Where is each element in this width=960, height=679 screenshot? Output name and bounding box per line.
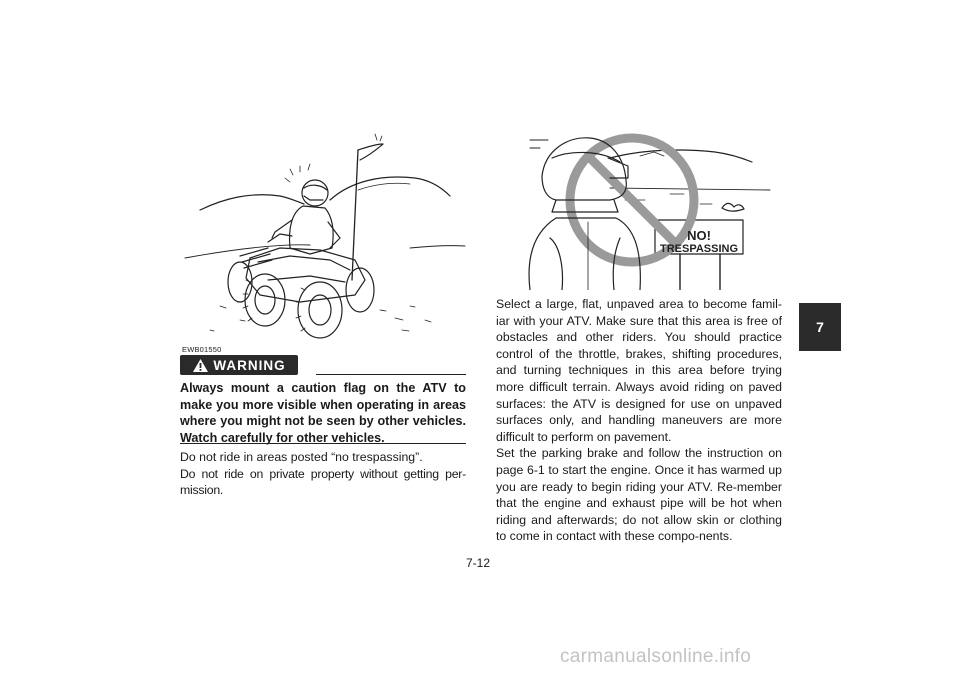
chapter-number: 7 — [816, 319, 824, 335]
left-body-text — [180, 449, 466, 499]
atv-caution-flag-illustration — [180, 130, 470, 345]
warning-text: Always mount a caution flag on the ATV to make you more visible when operating in areas where you might not be seen by other vehicles. Watch carefully for other vehicles. — [180, 381, 466, 445]
warning-triangle-icon — [192, 358, 209, 373]
page-number: 7-12 — [466, 556, 491, 570]
chapter-tab — [799, 303, 841, 351]
warning-top-divider — [316, 374, 466, 375]
sign-text-line2: TRESPASSING — [659, 243, 739, 255]
warning-badge — [180, 355, 298, 375]
body-paragraph: Do not ride on private property without getting per-mission. — [180, 466, 466, 498]
warning-label: WARNING — [213, 357, 286, 373]
sign-text-line1: NO! — [687, 228, 711, 243]
watermark: carmanualsonline.info — [560, 646, 752, 667]
body-paragraph: Set the parking brake and follow the instruction on page 6-1 to start the engine. Once it has warmed up you are ready to begin riding your ATV. Re-member that the engine and exhaust pipe will be hot when riding and afterwards; do not allow skin or clothing to come in contact with these compo-nents. — [496, 446, 782, 544]
body-paragraph: Select a large, flat, unpaved area to become famil-iar with your ATV. Make sure that this area is free of obstacles and other riders. You should practice control of the throttle, brakes, shifting procedures, and turning techniques in this area before trying more difficult terrain. Always avoid riding on paved surfaces: the ATV is designed for use on unpaved surfaces only, and handling maneuvers are more difficult to perform on pavement. — [496, 297, 782, 444]
warning-bottom-divider — [180, 443, 466, 444]
warning-code: EWB01550 — [182, 345, 222, 354]
no-trespassing-illustration — [490, 128, 780, 290]
body-paragraph: Do not ride in areas posted “no trespassing”. — [180, 450, 423, 464]
right-body-text — [496, 296, 782, 545]
